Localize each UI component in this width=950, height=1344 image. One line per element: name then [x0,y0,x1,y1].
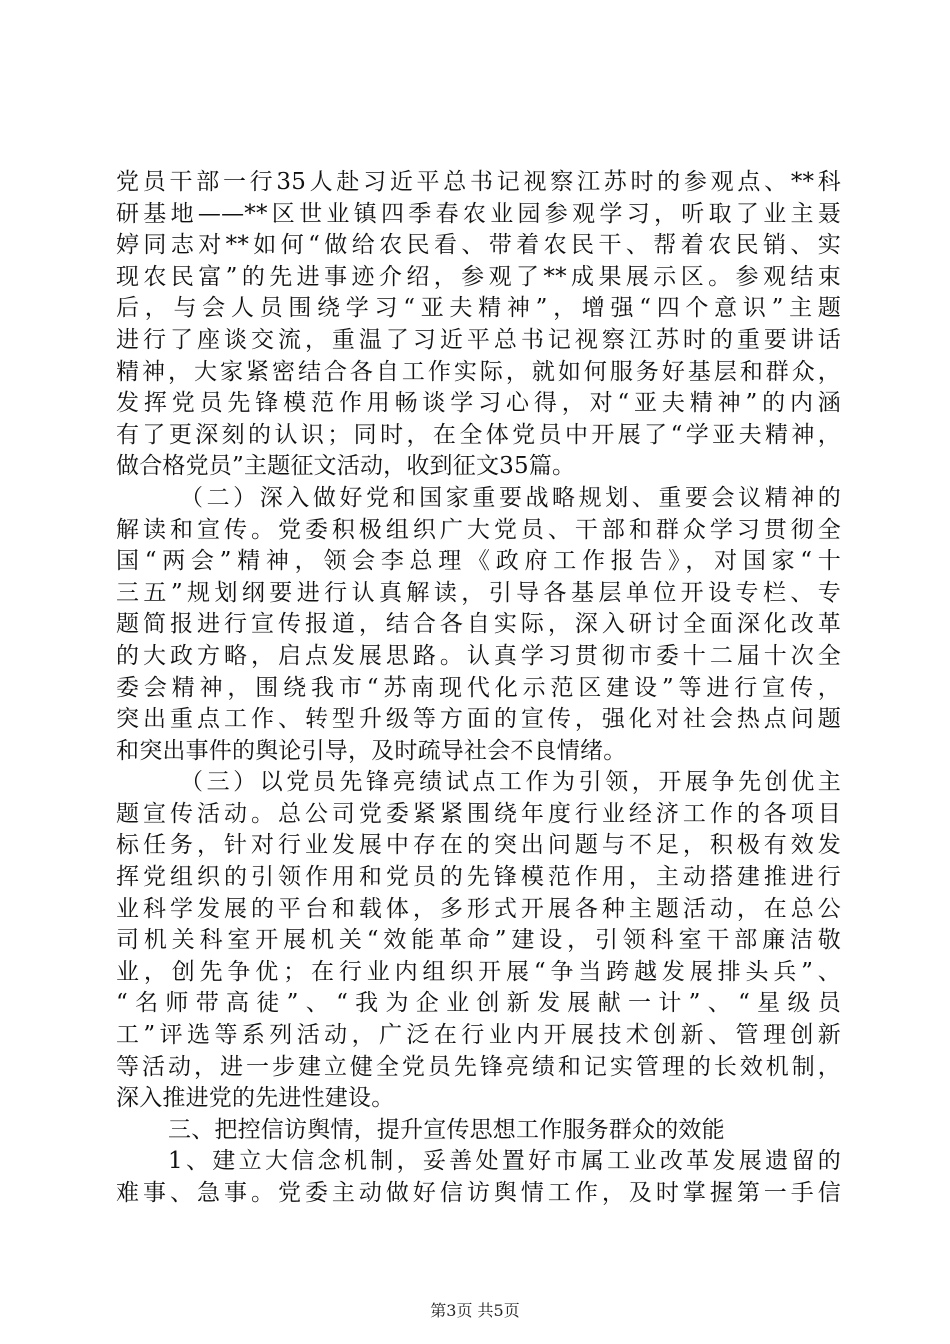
text-line: 突出重点工作、转型升级等方面的宣传，强化对社会热点问题 [116,706,841,733]
text-line: 业科学发展的平台和载体，多形式开展各种主题活动，在总公 [116,895,841,922]
text-line: 司机关科室开展机关“效能革命”建设，引领科室干部廉洁敬 [116,927,841,954]
text-line: 题简报进行宣传报道，结合各自实际，深入研讨全面深化改革 [116,611,841,638]
text-line: 的大政方略，启点发展思路。认真学习贯彻市委十二届十次全 [116,642,841,669]
text-line: 发挥党员先锋模范作用畅谈学习心得，对“亚夫精神”的内涵 [116,390,841,417]
text-line: 有了更深刻的认识；同时，在全体党员中开展了“学亚夫精神， [116,421,841,448]
text-line: 婷同志对**如何“做给农民看、带着农民干、帮着农民销、实 [116,232,841,259]
text-line: 研基地——**区世业镇四季春农业园参观学习，听取了业主聂 [116,200,841,227]
text-line: 难事、急事。党委主动做好信访舆情工作，及时掌握第一手信 [116,1180,841,1206]
text-line: 深入推进党的先进性建设。 [116,1085,395,1112]
text-line: 和突出事件的舆论引导，及时疏导社会不良情绪。 [116,737,627,764]
text-line: 进行了座谈交流，重温了习近平总书记视察江苏时的重要讲话 [116,326,841,353]
document-body [116,167,841,1210]
text-line: 国“两会”精神，领会李总理《政府工作报告》，对国家“十 [116,548,841,575]
section-heading-three: （三）以党员先锋亮绩试点工作为引领，开展争先创优主 [180,769,841,796]
text-line: 工”评选等系列活动，广泛在行业内开展技术创新、管理创新 [116,1022,841,1049]
section-heading-two: （二）深入做好党和国家重要战略规划、重要会议精神的 [180,484,841,511]
text-line: 后，与会人员围绕学习“亚夫精神”，增强“四个意识”主题 [116,295,841,322]
text-line: 等活动，进一步建立健全党员先锋亮绩和记实管理的长效机制， [116,1053,841,1080]
text-line: 挥党组织的引领作用和党员的先锋模范作用，主动搭建推进行 [116,864,841,891]
text-line: 标任务，针对行业发展中存在的突出问题与不足，积极有效发 [116,832,841,859]
text-line: 三五”规划纲要进行认真解读，引导各基层单位开设专栏、专 [116,579,841,606]
subsection-heading: 1、建立大信念机制，妥善处置好市属工业改革发展遗留的 [168,1148,841,1175]
page-number-footer: 第3页 共5页 [430,1301,520,1320]
chapter-heading: 三、把控信访舆情，提升宣传思想工作服务群众的效能 [168,1116,725,1143]
text-line: 题宣传活动。总公司党委紧紧围绕年度行业经济工作的各项目 [116,800,841,827]
text-line: 党员干部一行35人赴习近平总书记视察江苏时的参观点、**科 [116,169,841,195]
text-line: 现农民富”的先进事迹介绍，参观了**成果展示区。参观结束 [116,263,841,290]
text-line: “名师带高徒”、“我为企业创新发展献一计”、“星级员 [116,990,841,1017]
text-line: 精神，大家紧密结合各自工作实际，就如何服务好基层和群众， [116,358,841,385]
text-line: 委会精神，围绕我市“苏南现代化示范区建设”等进行宣传， [116,674,841,701]
text-line: 解读和宣传。党委积极组织广大党员、干部和群众学习贯彻全 [116,516,841,543]
text-line: 业，创先争优；在行业内组织开展“争当跨越发展排头兵”、 [116,958,841,985]
text-line: 做合格党员”主题征文活动，收到征文35篇。 [116,453,576,480]
